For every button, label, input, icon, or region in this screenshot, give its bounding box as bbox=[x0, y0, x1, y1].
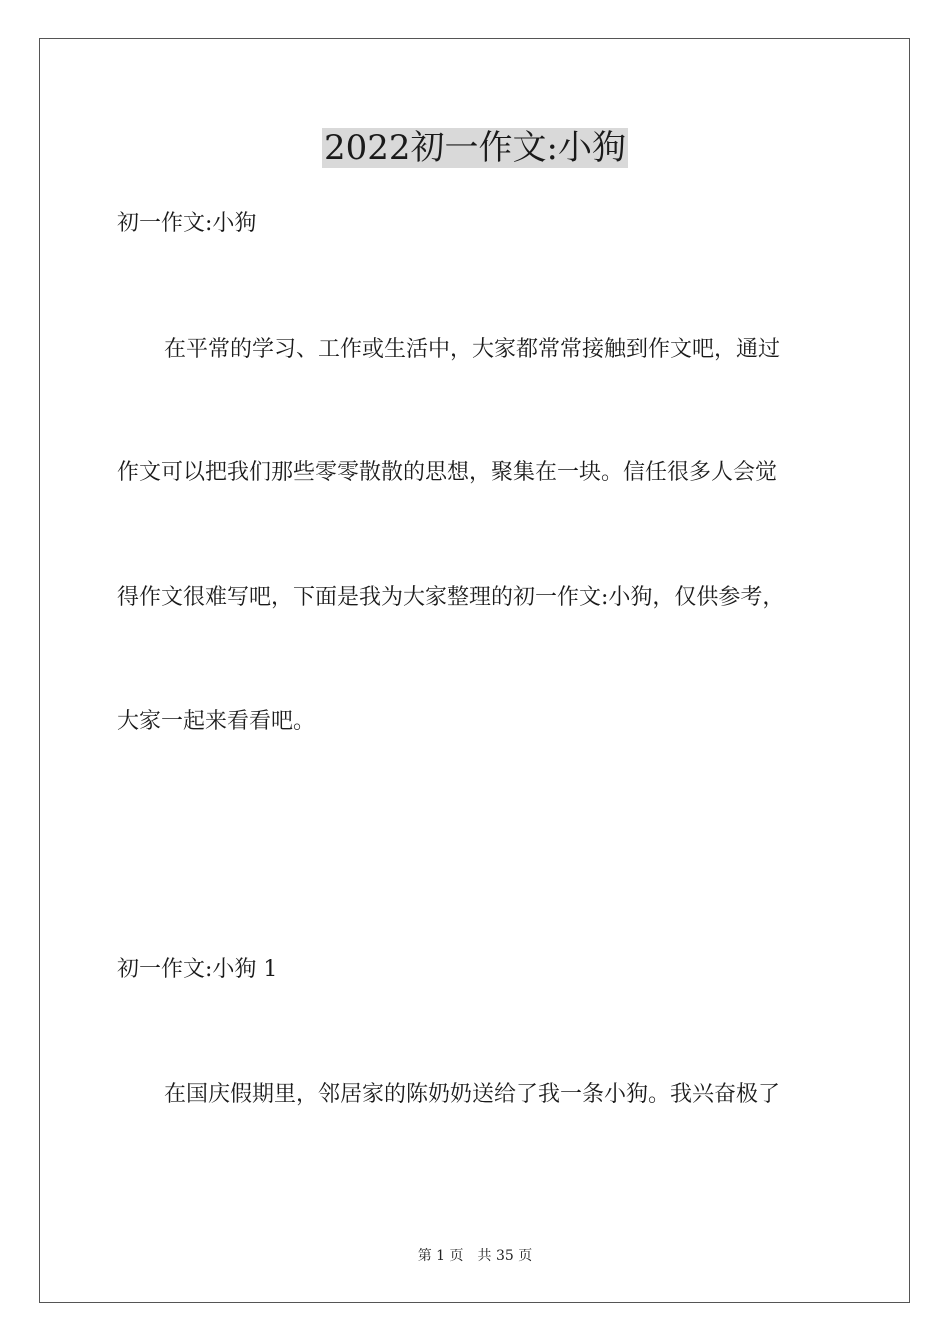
paragraph-line: 在平常的学习、工作或生活中，大家都常常接触到作文吧，通过 bbox=[164, 337, 781, 362]
paragraph-line: 得作文很难写吧，下面是我为大家整理的初一作文:小狗，仅供参考， bbox=[117, 585, 785, 610]
page-number-footer: 第 1 页 共 35 页 bbox=[417, 1248, 533, 1264]
document-title-text: 2022初一作文:小狗 bbox=[324, 128, 626, 168]
section-heading: 初一作文:小狗 1 bbox=[117, 957, 278, 982]
paragraph-line: 在国庆假期里，邻居家的陈奶奶送给了我一条小狗。我兴奋极了 bbox=[164, 1082, 781, 1107]
document-title bbox=[0, 128, 950, 168]
paragraph-line: 大家一起来看看吧。 bbox=[117, 709, 316, 734]
subtitle: 初一作文:小狗 bbox=[117, 211, 257, 236]
paragraph-line: 作文可以把我们那些零零散散的思想，聚集在一块。信任很多人会觉 bbox=[117, 460, 778, 485]
